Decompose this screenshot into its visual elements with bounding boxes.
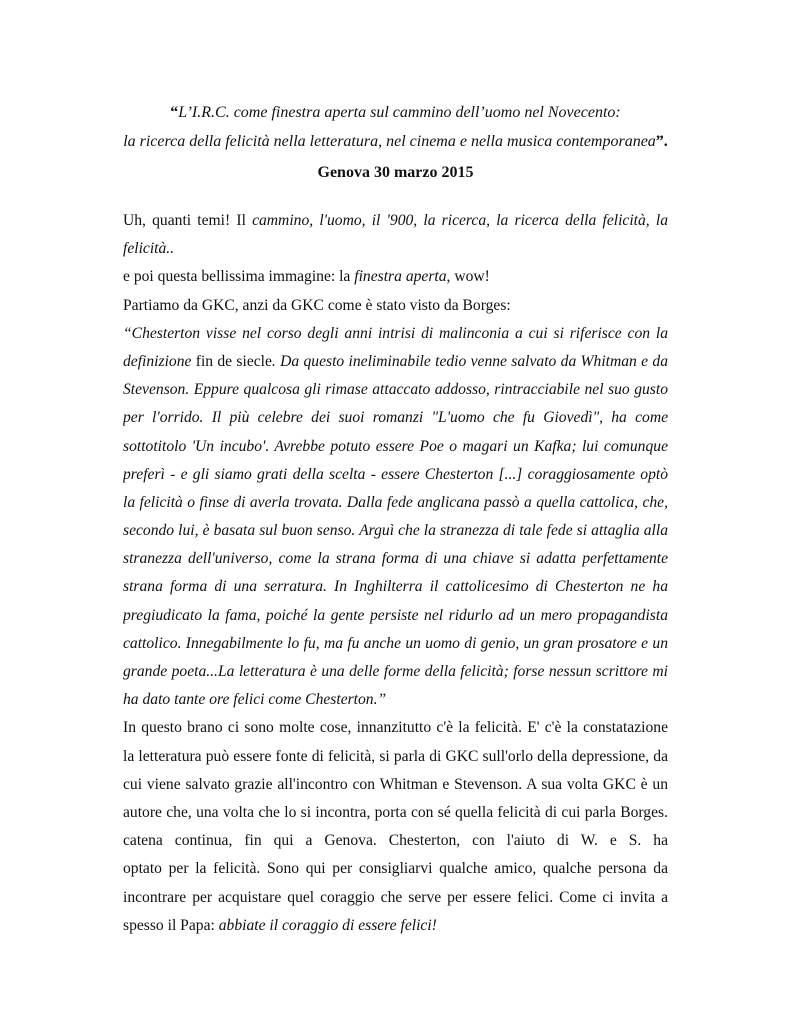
commentary-line-5: catena continua, fin qui a Genova. Chesterton, con l'aiuto di W. e S. ha xyxy=(123,832,668,850)
quote-line-1 xyxy=(123,320,668,348)
title-open-quote: “ xyxy=(170,104,179,121)
quote-text-6: preferì - e gli siamo grati della scelta - essere Chesterton [...] coraggiosamente optò xyxy=(123,465,668,483)
intro-line-3-plain-b: , wow! xyxy=(446,268,490,286)
intro-line-3 xyxy=(123,263,668,291)
title-text-1: L’I.R.C. come finestra aperta sul cammino dell’uomo nel Novecento: xyxy=(178,104,621,121)
intro-line-1-italic: cammino, l'uomo, il '900, la ricerca, la ricerca della felicità, la xyxy=(252,212,668,229)
quote-text-1: “Chesterton visse nel corso degli anni intrisi di malinconia a cui si riferisce con la xyxy=(123,324,668,342)
commentary-line-8 xyxy=(123,912,668,940)
commentary-line-2: la letteratura può essere fonte di felicità, si parla di GKC sull'orlo della depressione, da xyxy=(123,747,668,765)
commentary-line-8-italic: abbiate il coraggio di essere felici! xyxy=(218,916,437,934)
document-header xyxy=(100,98,691,187)
quote-text-8: secondo lui, è basata sul buon senso. Arguì che la stranezza di tale fede si attaglia alla xyxy=(123,522,668,540)
intro-line-2-italic: felicità.. xyxy=(123,240,175,258)
quote-text-7: la felicità o finse di averla trovata. Dalla fede anglicana passò a quella cattolica, che, xyxy=(123,493,668,511)
quote-text-2a: definizione xyxy=(123,352,196,370)
quote-line-7 xyxy=(123,489,668,517)
quote-text-3: Stevenson. Eppure qualcosa gli rimase attaccato addosso, rintracciabile nel suo gusto xyxy=(123,381,668,399)
quote-line-5 xyxy=(123,433,668,461)
commentary-line-7: incontrare per acquistare quel coraggio che serve per essere felici. Come ci invita a xyxy=(123,888,668,906)
intro-line-3-italic: finestra aperta xyxy=(354,268,447,286)
commentary-line-1: In questo brano ci sono molte cose, innanzitutto c'è la felicità. E' c'è la constatazione xyxy=(123,719,668,737)
intro-line-1 xyxy=(123,207,668,235)
intro-paragraph xyxy=(123,207,668,320)
quote-line-3 xyxy=(123,376,668,404)
quote-text-9: stranezza dell'universo, come la strana forma di una chiave si adatta perfettamente xyxy=(123,550,668,568)
intro-line-2 xyxy=(123,235,668,263)
quote-text-2b: fin de siecle xyxy=(195,352,272,370)
quote-text-14: ha dato tante ore felici come Chesterton.” xyxy=(123,691,387,709)
commentary-line-6: optato per la felicità. Sono qui per consigliarvi qualche amico, qualche persona da xyxy=(123,860,668,878)
commentary-line-4: autore che, una volta che lo si incontra, porta con sé quella felicità di cui parla Borges. xyxy=(123,804,668,821)
quote-line-4 xyxy=(123,404,668,432)
commentary-paragraph xyxy=(123,714,668,940)
commentary-line-3: cui viene salvato grazie all'incontro con Whitman e Stevenson. A sua volta GKC è un xyxy=(123,775,668,793)
quote-line-11 xyxy=(123,602,668,630)
quote-line-12 xyxy=(123,630,668,658)
quote-text-5: sottotitolo 'Un incubo'. Avrebbe potuto essere Poe o magari un Kafka; lui comunque xyxy=(123,437,668,455)
title-text-2: la ricerca della felicità nella letteratura, nel cinema e nella musica contemporanea xyxy=(123,133,656,150)
intro-line-1-plain: Uh, quanti temi! Il xyxy=(123,212,253,229)
document-date: Genova 30 marzo 2015 xyxy=(317,164,474,181)
intro-line-3-plain-a: e poi questa bellissima immagine: la xyxy=(123,268,355,286)
quote-text-13: grande poeta...La letteratura è una delle forme della felicità; forse nessun scrittore mi xyxy=(123,663,668,681)
quote-text-11: pregiudicato la fama, poiché la gente persiste nel ridurlo ad un mero propagandista xyxy=(123,606,668,624)
document-body xyxy=(123,207,668,940)
intro-line-4: Partiamo da GKC, anzi da GKC come è stato visto da Borges: xyxy=(123,296,511,314)
quote-line-9 xyxy=(123,545,668,573)
title-line-1 xyxy=(100,98,691,127)
borges-quote xyxy=(123,320,668,715)
quote-text-4: per l'orrido. Il più celebre dei suoi romanzi "L'uomo che fu Giovedì", ha come xyxy=(123,409,668,427)
quote-line-14 xyxy=(123,686,668,714)
quote-text-12: cattolico. Innegabilmente lo fu, ma fu anche un uomo di genio, un gran prosatore e un xyxy=(123,634,668,652)
title-close-quote: ”. xyxy=(655,133,668,150)
quote-text-2c: . Da questo ineliminabile tedio venne salvato da Whitman e da xyxy=(271,352,668,370)
quote-line-13 xyxy=(123,658,668,686)
quote-line-2 xyxy=(123,348,668,376)
title-line-2 xyxy=(100,127,691,156)
quote-text-10: strana forma di una serratura. In Inghilterra il cattolicesimo di Chesterton ne ha xyxy=(123,578,668,596)
quote-line-10 xyxy=(123,573,668,601)
quote-line-6 xyxy=(123,461,668,489)
quote-line-8 xyxy=(123,517,668,545)
commentary-line-8-plain: spesso il Papa: xyxy=(123,916,219,934)
